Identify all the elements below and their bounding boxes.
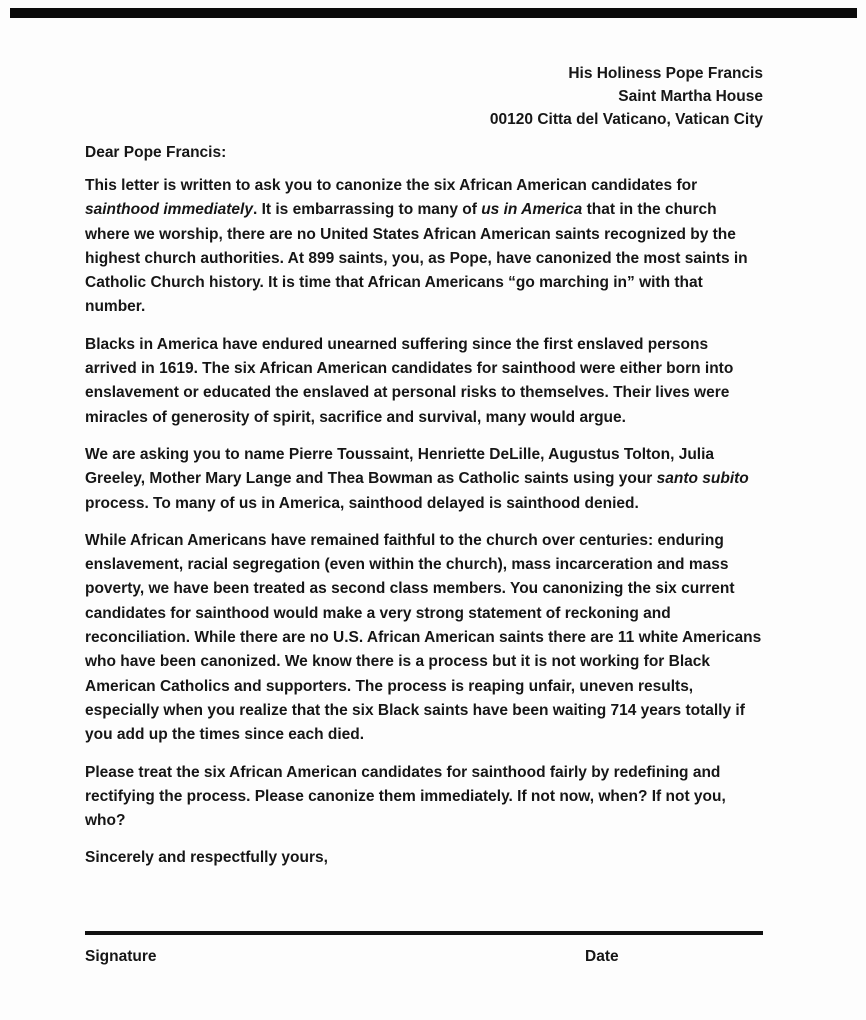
recipient-address-line: His Holiness Pope Francis bbox=[568, 65, 763, 82]
signature-block bbox=[85, 931, 763, 966]
recipient-address-line: 00120 Citta del Vaticano, Vatican City bbox=[489, 111, 763, 128]
letter-content bbox=[85, 62, 763, 870]
date-label: Date bbox=[585, 948, 619, 965]
signature-rule bbox=[85, 931, 763, 935]
paragraph: This letter is written to ask you to canonize the six African American candidates for sainthood immediately. It is embarrassing to many of us in America that in the church where we worship, there are no United States African American saints recognized by the highest church authorities. At 899 saints, you, as Pope, have canonized the most saints in Catholic Church history. It is time that African Americans “go marching in” with that number. bbox=[85, 177, 748, 316]
recipient-address-line: Saint Martha House bbox=[618, 88, 763, 105]
signature-label: Signature bbox=[85, 948, 157, 965]
paragraph: While African Americans have remained faithful to the church over centuries: enduring enslavement, racial segregation (even within the church), mass incarceration and mass poverty, we have been treated as second class members. You canonizing the six current candidates for sainthood would make a very strong statement of reckoning and reconciliation. While there are no U.S. African American saints there are 11 white Americans who have been canonized. We know there is a process but it is not working for Black American Catholics and supporters. The process is reaping unfair, uneven results, especially when you realize that the six Black saints have been waiting 714 years totally if you add up the times since each died. bbox=[85, 531, 762, 744]
letter-body bbox=[85, 174, 763, 833]
paragraph: Please treat the six African American candidates for sainthood fairly by redefining and rectifying the process. Please canonize them immediately. If not now, when? If not you, who? bbox=[85, 763, 726, 830]
paragraph: Blacks in America have endured unearned suffering since the first enslaved persons arrived in 1619. The six African American candidates for sainthood were either born into enslavement or educated the enslaved at personal risks to themselves. Their lives were miracles of generosity of spirit, sacrifice and survival, many would argue. bbox=[85, 335, 734, 426]
signature-labels-row bbox=[85, 948, 763, 966]
recipient-address-block bbox=[85, 62, 763, 131]
scan-top-bar bbox=[10, 8, 857, 18]
salutation: Dear Pope Francis: bbox=[85, 144, 227, 161]
closing-line: Sincerely and respectfully yours, bbox=[85, 849, 328, 867]
paragraph: We are asking you to name Pierre Toussaint, Henriette DeLille, Augustus Tolton, Julia Greeley, Mother Mary Lange and Thea Bowman as Catholic saints using your santo subito process. To many of us in America, sainthood delayed is sainthood denied. bbox=[85, 445, 749, 512]
